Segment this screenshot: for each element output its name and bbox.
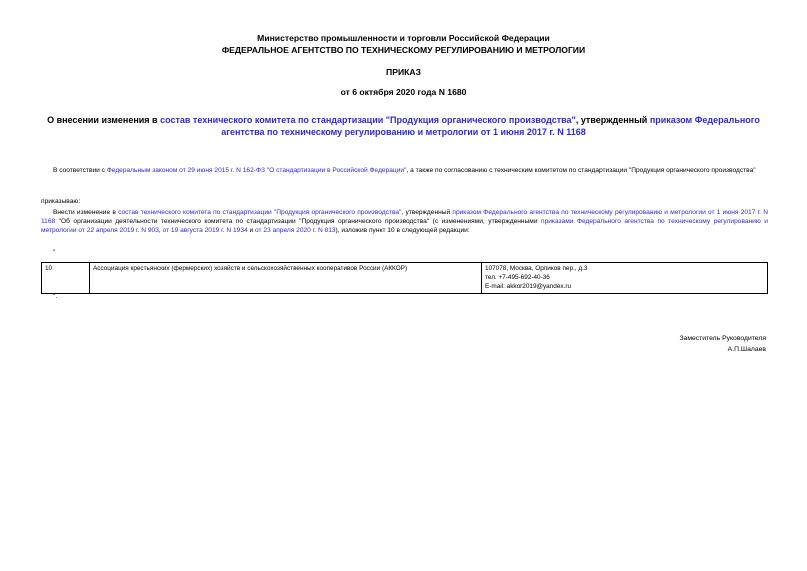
title-link-order[interactable]: приказом Федерального агентства по техническому регулированию и метрологии от 1 июня 2017 г. N 1168 — [221, 115, 760, 137]
quote-open: " — [53, 249, 56, 256]
preamble-text: , а также по согласованию с техническим комитетом по стандартизации "Продукция органического производства" — [406, 167, 756, 174]
document-type: ПРИКАЗ — [386, 67, 421, 77]
agency-name: ФЕДЕРАЛЬНОЕ АГЕНТСТВО ПО ТЕХНИЧЕСКОМУ РЕГУЛИРОВАНИЮ И МЕТРОЛОГИИ — [221, 45, 586, 55]
document-date: от 6 октября 2020 года N 1680 — [340, 87, 467, 97]
table-row — [42, 263, 768, 294]
signature-position: Заместитель Руководителя — [679, 335, 766, 342]
body-link-order-1168[interactable]: приказом Федерального агентства по техническому регулированию и метрологии от 1 июня 2017 г. N 1168 — [41, 209, 768, 226]
quote-close: ". — [53, 293, 58, 300]
contact-email: E-mail: akkor2019@yandex.ru — [485, 283, 572, 290]
body-text: Внести изменение в — [53, 209, 119, 216]
federal-law-link[interactable]: Федеральным законом от 29 июня 2015 г. N 162-ФЗ "О стандартизации в Российской Федерации" — [106, 167, 407, 174]
document-title — [40, 115, 767, 138]
body-link-order-903[interactable]: приказами Федерального агентства по техническому регулированию и метрологии от 22 апреля 2019 г. N 903 — [41, 218, 768, 235]
preamble-text: В соответствии с — [53, 167, 107, 174]
body-link-committee[interactable]: состав технического комитета по стандартизации "Продукция органического производства" — [118, 209, 402, 216]
body-text: ), изложив пункт 10 в следующей редакции: — [335, 227, 470, 235]
contact-phone: тел. +7-495-692-40-36 — [485, 274, 550, 281]
body-text: и — [247, 227, 256, 235]
body-text: "Об организации деятельности технического комитета по стандартизации "Продукция органического производства" (с изменениями, утвержденными — [55, 218, 542, 226]
body-link-order-1934[interactable]: от 19 августа 2019 г. N 1934 — [162, 227, 248, 235]
preamble-paragraph — [41, 166, 768, 175]
title-link-committee[interactable]: состав технического комитета по стандартизации "Продукция органического производства" — [160, 115, 576, 125]
body-link-order-813[interactable]: от 23 апреля 2020 г. N 813 — [255, 227, 336, 235]
order-word: приказываю: — [41, 198, 81, 205]
cell-organization: Ассоциация крестьянских (фермерских) хозяйств и сельскохозяйственных кооперативов России (АККОР) — [90, 263, 482, 294]
cell-contacts — [482, 263, 768, 294]
body-text: , утвержденный — [401, 209, 453, 216]
title-text: О внесении изменения в — [47, 115, 161, 125]
title-text: , утвержденный — [575, 115, 650, 125]
body-text: , — [158, 227, 163, 235]
signature-name: А.П.Шалаев — [727, 346, 766, 353]
contact-address: 107078, Москва, Орликов пер., д.3 — [485, 265, 588, 272]
ministry-name: Министерство промышленности и торговли Российской Федерации — [257, 33, 550, 43]
body-paragraph — [41, 208, 768, 236]
committee-member-table — [41, 262, 768, 294]
cell-number: 10 — [42, 263, 90, 294]
